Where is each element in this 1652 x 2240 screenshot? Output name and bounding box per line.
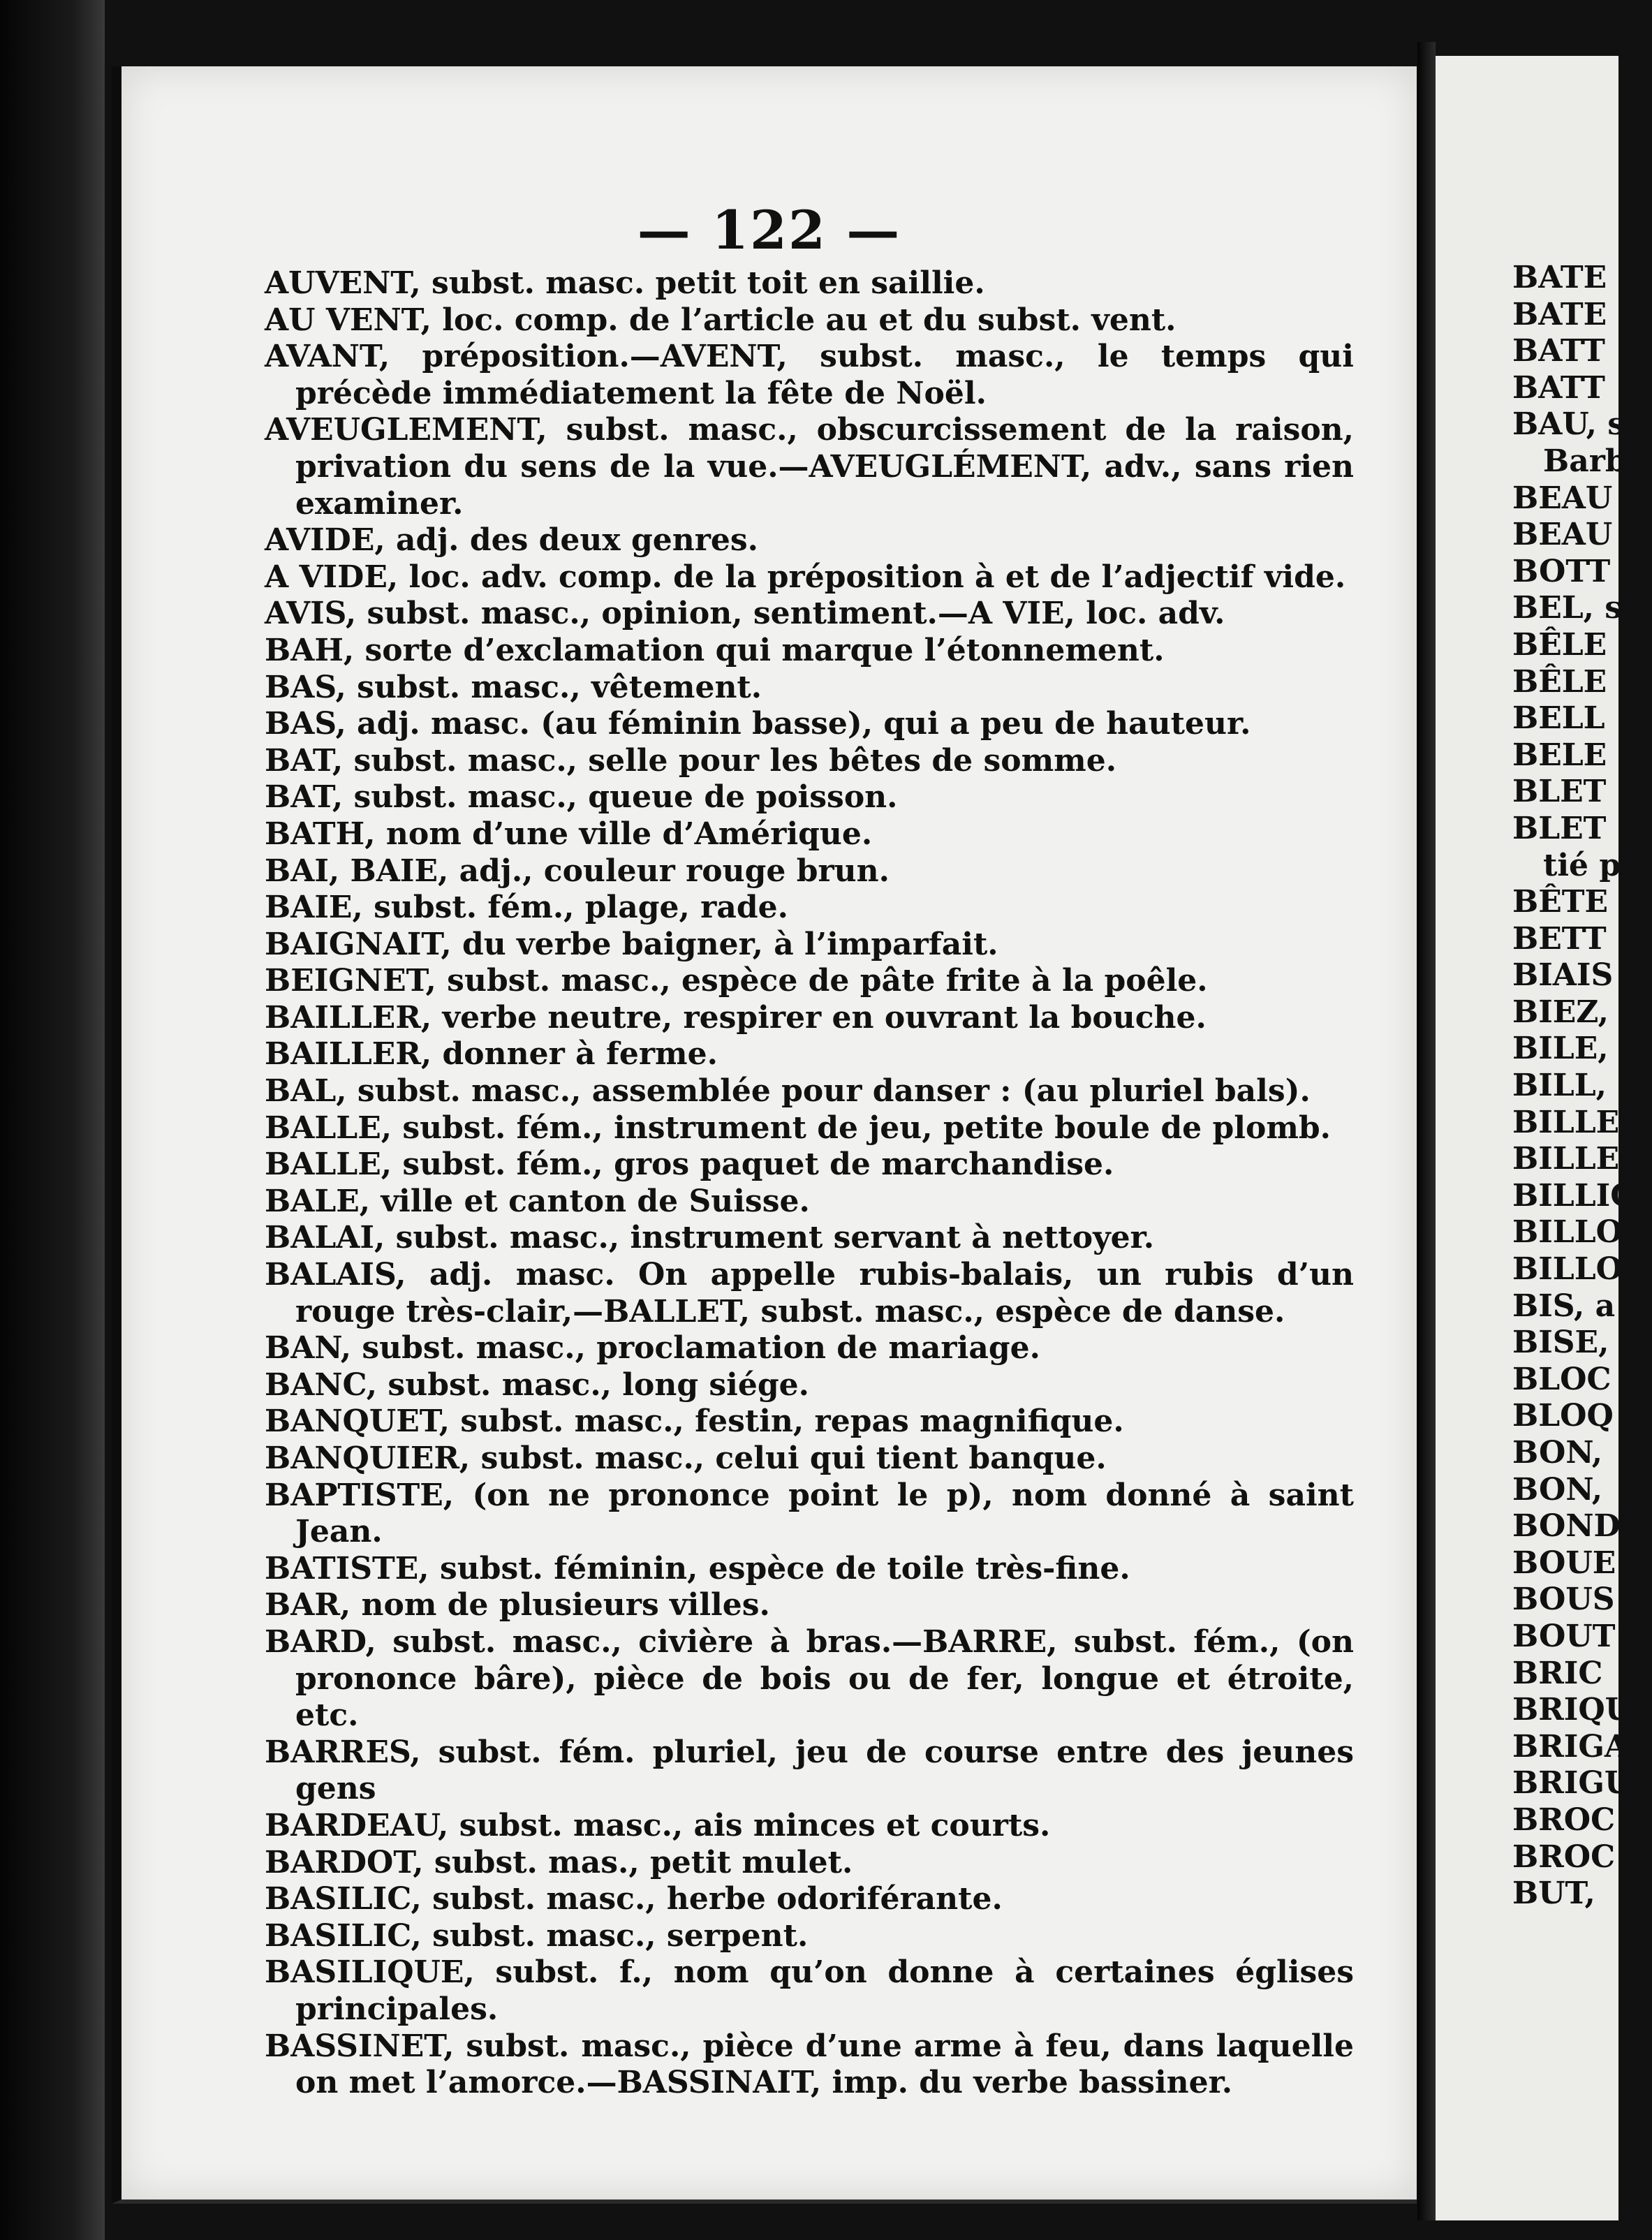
dictionary-entry: AVIS, subst. masc., opinion, sentiment.—A VIE, loc. adv. [265, 596, 1225, 632]
facing-page-entry-fragment: BETT [1512, 920, 1607, 957]
facing-page-entry-fragment: BILLO [1512, 1251, 1623, 1288]
facing-page-entry-fragment: BATT [1512, 333, 1605, 369]
dictionary-entry: BASILIC, subst. masc., serpent. [265, 1917, 809, 1954]
dictionary-entry: BARD, subst. masc., civière à bras.—BARRE, subst. fém., (on prononce bâre), pièce de bois ou de fer, longue et étroite, etc. [265, 1623, 1354, 1734]
facing-page-entry-fragment: BON, [1512, 1435, 1603, 1471]
facing-page-entry-fragment: BROC [1512, 1839, 1616, 1875]
book-page [112, 66, 1417, 2204]
dictionary-entry: BATISTE, subst. féminin, espèce de toile très-fine. [265, 1550, 1130, 1586]
dictionary-entry: BANQUET, subst. masc., festin, repas magnifique. [265, 1403, 1124, 1440]
page-number: — 122 — [637, 199, 901, 261]
facing-page-entry-fragment: BÊTE [1512, 884, 1609, 920]
dictionary-entry: BASILIQUE, subst. f., nom qu’on donne à certaines églises principales. [265, 1954, 1354, 2027]
facing-page-entry-fragment: BOUE [1512, 1545, 1616, 1581]
facing-page-entry-fragment: BLET [1512, 774, 1607, 810]
facing-page-entry-fragment: BÊLE [1512, 626, 1607, 663]
facing-page-entry-fragment: BILE, [1512, 1031, 1609, 1067]
scan-left-border [0, 0, 105, 2240]
facing-page-entry-fragment: BELE [1512, 737, 1607, 773]
dictionary-entry: BASSINET, subst. masc., pièce d’une arme à feu, dans laquelle on met l’amorce.—BASSINAIT, imp. du verbe bassiner. [265, 2028, 1354, 2101]
facing-page-entry-fragment: BOTT [1512, 553, 1611, 589]
dictionary-entry: AVANT, préposition.—AVENT, subst. masc., le temps qui précède immédiatement la fête de Noël. [265, 339, 1354, 411]
dictionary-entry: AVEUGLEMENT, subst. masc., obscurcissement de la raison, privation du sens de la vue.—AVEUGLÉMENT, adv., sans rien examiner. [265, 412, 1354, 522]
dictionary-entry: BALAIS, adj. masc. On appelle rubis-balais, un rubis d’un rouge très-clair,—BALLET, subst. masc., espèce de danse. [265, 1257, 1354, 1329]
dictionary-entry: BAI, BAIE, adj., couleur rouge brun. [265, 853, 890, 889]
facing-page-entry-fragment: BROC [1512, 1801, 1616, 1838]
dictionary-entry: BANQUIER, subst. masc., celui qui tient banque. [265, 1440, 1107, 1476]
facing-page-entry-fragment: BELL [1512, 700, 1605, 737]
facing-page-entry-fragment: BOND [1512, 1508, 1621, 1545]
facing-page-entry-fragment: BUT, [1512, 1876, 1595, 1912]
facing-page-entry-fragment: BILLO [1512, 1214, 1623, 1251]
dictionary-entry: BEIGNET, subst. masc., espèce de pâte frite à la poêle. [265, 963, 1208, 999]
facing-page-entry-fragment: BILLE [1512, 1141, 1620, 1177]
dictionary-entry: BATH, nom d’une ville d’Amérique. [265, 816, 873, 852]
facing-page-entries [1512, 260, 1652, 1913]
facing-page-entry-fragment: BÊLE [1512, 663, 1607, 700]
dictionary-entry: BALAI, subst. masc., instrument servant à nettoyer. [265, 1220, 1155, 1256]
facing-page-entry-fragment: Barb [1543, 443, 1627, 479]
dictionary-entry: BAPTISTE, (on ne prononce point le p), nom donné à saint Jean. [265, 1477, 1354, 1550]
dictionary-entry: BALE, ville et canton de Suisse. [265, 1183, 810, 1219]
dictionary-entry: BAL, subst. masc., assemblée pour danser : (au pluriel bals). [265, 1073, 1311, 1110]
facing-page-entry-fragment: BOUT [1512, 1618, 1616, 1654]
facing-page-entry-fragment: BEL, s [1512, 590, 1623, 626]
dictionary-entry: BAILLER, donner à ferme. [265, 1036, 718, 1073]
dictionary-entry: BAH, sorte d’exclamation qui marque l’étonnement. [265, 632, 1165, 668]
dictionary-entry: AU VENT, loc. comp. de l’article au et du subst. vent. [265, 302, 1177, 338]
facing-page-entry-fragment: BLOC [1512, 1361, 1612, 1397]
dictionary-entry: AVIDE, adj. des deux genres. [265, 522, 758, 559]
dictionary-entry: AUVENT, subst. masc. petit toit en saillie. [265, 265, 985, 301]
dictionary-entry: BAN, subst. masc., proclamation de mariage. [265, 1330, 1040, 1366]
facing-page-entry-fragment: BATE [1512, 260, 1607, 295]
dictionary-entry: BAILLER, verbe neutre, respirer en ouvrant la bouche. [265, 999, 1207, 1036]
facing-page-entry-fragment: BIS, a [1512, 1288, 1616, 1324]
facing-page-entry-fragment: BILLIC [1512, 1177, 1635, 1214]
facing-page-entry-fragment: BATT [1512, 369, 1605, 406]
facing-page-entry-fragment: BEAU [1512, 517, 1613, 553]
dictionary-entry: BAS, adj. masc. (au féminin basse), qui a peu de hauteur. [265, 706, 1251, 742]
facing-page-entry-fragment: BRIGA [1512, 1728, 1629, 1764]
facing-page-entry-fragment: BOUS [1512, 1582, 1615, 1618]
dictionary-entries [265, 265, 1354, 2102]
facing-page-entry-fragment: BAU, s [1512, 406, 1625, 443]
facing-page-entry-fragment: BISE, [1512, 1325, 1609, 1361]
dictionary-entry: BAR, nom de plusieurs villes. [265, 1587, 770, 1623]
dictionary-entry: BAIGNAIT, du verbe baigner, à l’imparfait. [265, 926, 998, 962]
dictionary-entry: BASILIC, subst. masc., herbe odoriférante. [265, 1881, 1003, 1917]
dictionary-entry: BALLE, subst. fém., instrument de jeu, petite boule de plomb. [265, 1110, 1331, 1146]
dictionary-entry: BARDOT, subst. mas., petit mulet. [265, 1844, 853, 1880]
facing-page-entry-fragment: BILL, [1512, 1068, 1607, 1104]
dictionary-entry: BAT, subst. masc., selle pour les bêtes de somme. [265, 742, 1117, 779]
facing-page-entry-fragment: tié p [1543, 847, 1621, 883]
facing-page-entry-fragment: BLOQ [1512, 1398, 1614, 1434]
dictionary-entry: BALLE, subst. fém., gros paquet de marchandise. [265, 1147, 1114, 1183]
dictionary-entry: BAS, subst. masc., vêtement. [265, 669, 762, 705]
facing-page-entry-fragment: BLET [1512, 810, 1607, 846]
facing-page-entry-fragment: BRIC [1512, 1655, 1603, 1691]
facing-page-entry-fragment: BILLE [1512, 1104, 1620, 1140]
dictionary-entry: BARRES, subst. fém. pluriel, jeu de course entre des jeunes gens [265, 1734, 1354, 1807]
dictionary-entry: BAT, subst. masc., queue de poisson. [265, 779, 898, 816]
dictionary-entry: A VIDE, loc. adv. comp. de la préposition à et de l’adjectif vide. [265, 559, 1346, 595]
facing-page-entry-fragment: BRIQU [1512, 1692, 1632, 1728]
dictionary-entry: BARDEAU, subst. masc., ais minces et courts. [265, 1807, 1051, 1843]
dictionary-entry: BANC, subst. masc., long siége. [265, 1366, 809, 1403]
dictionary-entry: BAIE, subst. fém., plage, rade. [265, 890, 788, 926]
facing-page-entry-fragment: BIAIS [1512, 957, 1614, 994]
facing-page-entry-fragment: BON, [1512, 1471, 1603, 1508]
facing-page-entry-fragment: BEAU [1512, 480, 1613, 516]
facing-page-entry-fragment: BRIGU [1512, 1765, 1632, 1801]
book-gutter [1417, 42, 1436, 2220]
facing-page-fragment [1436, 56, 1635, 2220]
facing-page-entry-fragment: BIEZ, [1512, 994, 1609, 1030]
facing-page-entry-fragment: BATE [1512, 296, 1607, 332]
